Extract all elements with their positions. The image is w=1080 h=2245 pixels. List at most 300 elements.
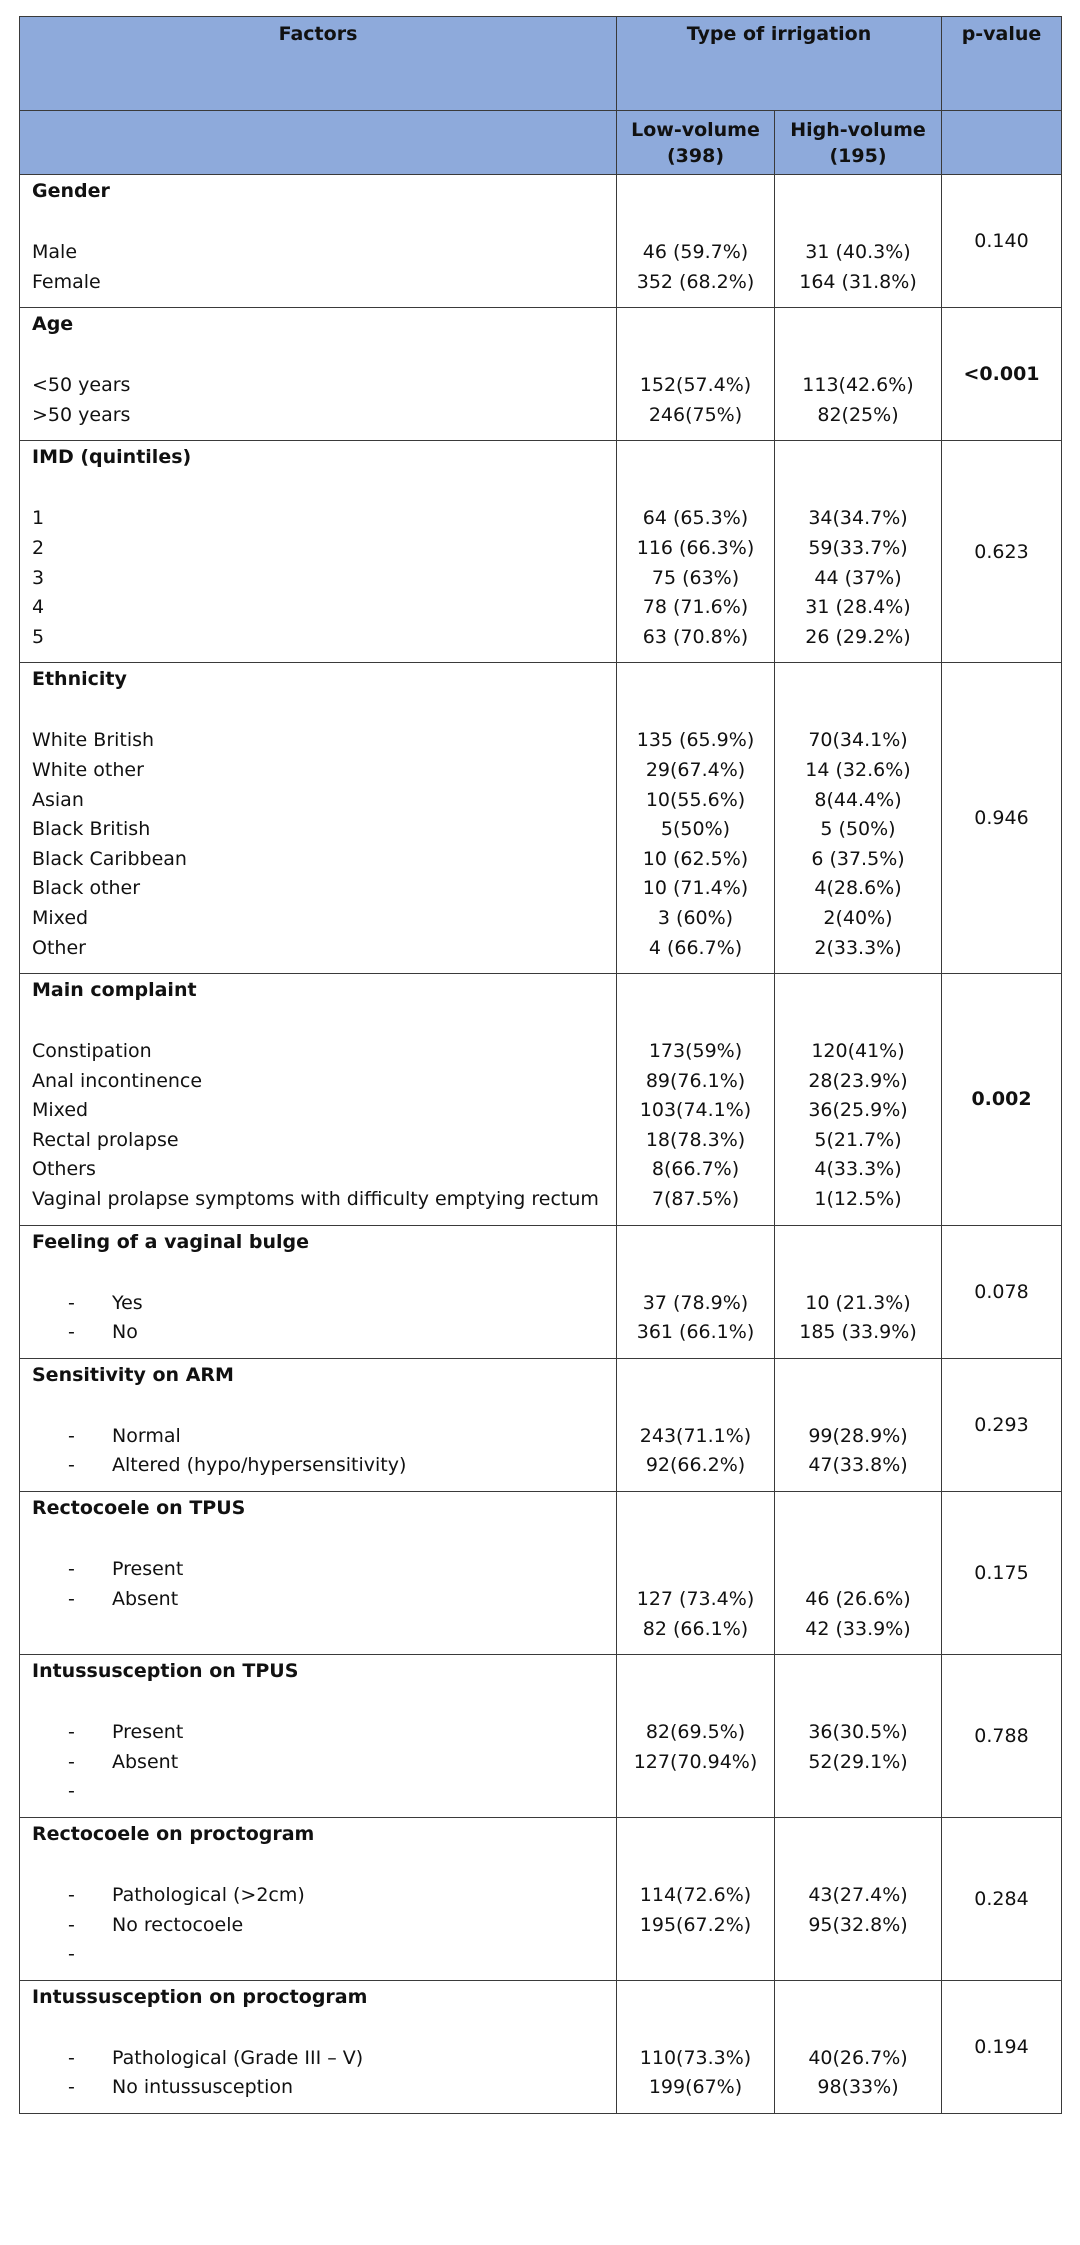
high-volume-value: 43(27.4%) bbox=[808, 1884, 908, 1906]
value-title-spacer bbox=[779, 1229, 937, 1259]
low-volume-cell bbox=[617, 308, 775, 441]
value-gap bbox=[621, 1259, 770, 1289]
factor-row-label bbox=[32, 1422, 608, 1452]
low-volume-value: 10 (62.5%) bbox=[642, 847, 749, 870]
list-dash: - bbox=[68, 2046, 75, 2069]
low-volume-value: 3 (60%) bbox=[657, 906, 734, 929]
value-title-spacer bbox=[779, 1362, 937, 1392]
high-volume-cell bbox=[775, 1492, 942, 1655]
factor-label-text: No intussusception bbox=[112, 2076, 294, 2099]
high-volume-value: 36(30.5%) bbox=[808, 1721, 908, 1744]
high-volume-value: 42 (33.9%) bbox=[805, 1617, 911, 1640]
header-low-volume-count: (398) bbox=[666, 144, 725, 167]
low-volume-value: 4 (66.7%) bbox=[648, 936, 743, 959]
low-volume-cell bbox=[617, 441, 775, 663]
high-volume-cell bbox=[775, 1358, 942, 1491]
factor-group-title: Age bbox=[32, 313, 74, 336]
list-dash: - bbox=[68, 1913, 75, 1936]
value-title-spacer bbox=[779, 178, 937, 208]
factor-label-text: Anal incontinence bbox=[32, 1069, 203, 1092]
factor-group-title: Feeling of a vaginal bulge bbox=[32, 1230, 310, 1253]
group-title-spacer bbox=[32, 2014, 608, 2044]
factor-row-label bbox=[32, 1185, 608, 1215]
value-gap bbox=[779, 1525, 937, 1555]
low-volume-value: 63 (70.8%) bbox=[642, 625, 749, 648]
low-volume-value: 29(67.4%) bbox=[645, 758, 746, 781]
high-volume-value: 1(12.5%) bbox=[814, 1188, 902, 1211]
factor-label-text: Other bbox=[32, 936, 86, 959]
factor-row-label bbox=[32, 1555, 608, 1585]
p-value-text: 0.078 bbox=[974, 1280, 1029, 1303]
header-high-volume-count: (195) bbox=[829, 144, 887, 167]
factor-label-text: 1 bbox=[32, 507, 45, 530]
factor-label-text: Present bbox=[112, 1558, 184, 1581]
p-value-cell bbox=[942, 974, 1062, 1226]
group-title-spacer bbox=[32, 1259, 608, 1289]
high-volume-value: 40(26.7%) bbox=[808, 2046, 908, 2069]
value-title-spacer bbox=[621, 666, 770, 696]
high-volume-value bbox=[779, 1940, 937, 1970]
low-volume-value: 92(66.2%) bbox=[645, 1454, 746, 1477]
factor-label-text: Altered (hypo/hypersensitivity) bbox=[112, 1454, 407, 1477]
factor-group-row bbox=[20, 1818, 1062, 1981]
factor-row-label bbox=[32, 1911, 608, 1941]
high-volume-value: 34(34.7%) bbox=[808, 507, 908, 530]
low-volume-value: 46 (59.7%) bbox=[642, 241, 749, 263]
list-dash: - bbox=[68, 1558, 75, 1581]
high-volume-value: 31 (40.3%) bbox=[805, 241, 911, 263]
header-p-value: p-value bbox=[942, 17, 1062, 111]
factor-row-label bbox=[32, 1096, 608, 1126]
high-volume-value: 98(33%) bbox=[817, 2076, 899, 2099]
factor-group-title: Intussusception on TPUS bbox=[32, 1660, 299, 1683]
high-volume-value: 99(28.9%) bbox=[808, 1424, 908, 1447]
high-volume-value: 46 (26.6%) bbox=[805, 1588, 911, 1611]
low-volume-cell bbox=[617, 1980, 775, 2113]
factor-label-text: No rectocoele bbox=[112, 1913, 244, 1936]
p-value-text: 0.788 bbox=[974, 1725, 1029, 1748]
group-title-spacer bbox=[32, 1688, 608, 1718]
factor-cell bbox=[20, 1492, 617, 1655]
factor-row-label bbox=[32, 401, 608, 431]
group-title-spacer bbox=[32, 208, 608, 238]
high-volume-cell bbox=[775, 441, 942, 663]
header-high-volume-label: High-volume bbox=[790, 118, 926, 141]
high-volume-cell bbox=[775, 663, 942, 974]
low-volume-value: 82(69.5%) bbox=[645, 1721, 746, 1744]
factor-row-label bbox=[32, 1585, 608, 1615]
high-volume-value: 4(33.3%) bbox=[814, 1158, 902, 1181]
factor-group-title: Ethnicity bbox=[32, 668, 127, 691]
value-gap bbox=[621, 341, 770, 371]
p-value-cell bbox=[942, 441, 1062, 663]
low-volume-cell bbox=[617, 1655, 775, 1818]
factor-group-row bbox=[20, 1655, 1062, 1818]
header-blank-factors bbox=[20, 111, 617, 175]
low-volume-value: 82 (66.1%) bbox=[642, 1617, 749, 1640]
factor-label-text: Vaginal prolapse symptoms with difficulty emptying rectum bbox=[32, 1188, 599, 1211]
low-volume-value: 8(66.7%) bbox=[651, 1158, 740, 1181]
high-volume-value: 164 (31.8%) bbox=[799, 270, 917, 293]
low-volume-value bbox=[621, 1777, 770, 1807]
factor-label-text: Constipation bbox=[32, 1040, 152, 1063]
factor-row-label bbox=[32, 1451, 608, 1481]
low-volume-value: 195(67.2%) bbox=[639, 1913, 752, 1936]
value-gap bbox=[779, 474, 937, 504]
low-volume-value: 110(73.3%) bbox=[639, 2046, 752, 2069]
high-volume-value: 2(40%) bbox=[823, 906, 893, 929]
low-volume-value: 5(50%) bbox=[660, 818, 731, 841]
high-volume-value: 52(29.1%) bbox=[808, 1750, 908, 1773]
high-volume-value: 28(23.9%) bbox=[808, 1069, 908, 1092]
low-volume-value: 243(71.1%) bbox=[639, 1424, 752, 1447]
value-title-spacer bbox=[621, 1495, 770, 1525]
value-gap bbox=[779, 1851, 937, 1881]
value-title-spacer bbox=[621, 444, 770, 474]
low-volume-value: 152(57.4%) bbox=[639, 374, 752, 397]
low-volume-value: 199(67%) bbox=[648, 2076, 743, 2099]
low-volume-value: 7(87.5%) bbox=[651, 1188, 740, 1211]
low-volume-value: 135 (65.9%) bbox=[636, 729, 755, 752]
factor-row-label bbox=[32, 1318, 608, 1348]
factor-group-row bbox=[20, 175, 1062, 308]
factor-row-label bbox=[32, 2044, 608, 2074]
factor-group-title: Rectocoele on proctogram bbox=[32, 1823, 315, 1845]
list-dash: - bbox=[68, 1291, 75, 1314]
low-volume-value: 75 (63%) bbox=[651, 566, 740, 589]
factor-label-text: 4 bbox=[32, 596, 45, 619]
header-low-volume bbox=[617, 111, 775, 175]
factor-label-text: 2 bbox=[32, 536, 45, 559]
value-title-spacer bbox=[621, 1658, 770, 1688]
p-value-cell bbox=[942, 1492, 1062, 1655]
factor-row-label bbox=[32, 504, 608, 534]
low-volume-value: 89(76.1%) bbox=[645, 1069, 746, 1092]
low-volume-value: 10 (71.4%) bbox=[642, 877, 749, 900]
factor-row-label bbox=[32, 1155, 608, 1185]
table-body bbox=[20, 175, 1062, 2114]
factor-cell bbox=[20, 308, 617, 441]
value-title-spacer bbox=[779, 444, 937, 474]
factor-group-row bbox=[20, 974, 1062, 1226]
value-gap bbox=[621, 1392, 770, 1422]
value-title-spacer bbox=[621, 311, 770, 341]
factor-group-row bbox=[20, 1980, 1062, 2113]
factor-row-label bbox=[32, 1881, 608, 1911]
factor-label-text: Mixed bbox=[32, 906, 89, 929]
value-gap bbox=[779, 1007, 937, 1037]
p-value-cell bbox=[942, 1818, 1062, 1981]
results-table-container bbox=[19, 16, 1061, 2114]
factor-group-row bbox=[20, 441, 1062, 663]
high-volume-cell bbox=[775, 1818, 942, 1981]
factor-cell bbox=[20, 663, 617, 974]
factor-label-text: Mixed bbox=[32, 1099, 89, 1122]
value-title-spacer bbox=[779, 1658, 937, 1688]
factor-group-title: IMD (quintiles) bbox=[32, 446, 192, 469]
high-volume-value: 2(33.3%) bbox=[814, 936, 902, 959]
value-gap bbox=[621, 1555, 770, 1585]
factor-label-text: Black British bbox=[32, 818, 151, 841]
factor-row-label bbox=[32, 564, 608, 594]
list-dash: - bbox=[68, 1721, 75, 1744]
value-gap bbox=[621, 208, 770, 238]
p-value-cell bbox=[942, 663, 1062, 974]
low-volume-value: 64 (65.3%) bbox=[642, 507, 749, 530]
factor-group-title: Sensitivity on ARM bbox=[32, 1363, 234, 1386]
high-volume-value: 82(25%) bbox=[817, 403, 899, 426]
high-volume-value: 26 (29.2%) bbox=[805, 625, 911, 648]
high-volume-value: 5(21.7%) bbox=[814, 1128, 902, 1151]
low-volume-cell bbox=[617, 175, 775, 308]
value-title-spacer bbox=[621, 1821, 770, 1851]
p-value-text: 0.140 bbox=[974, 230, 1029, 253]
factor-row-label bbox=[32, 238, 608, 268]
factor-row-label bbox=[32, 845, 608, 875]
factor-group-row bbox=[20, 1492, 1062, 1655]
factor-label-text: >50 years bbox=[32, 403, 131, 426]
high-volume-value: 10 (21.3%) bbox=[805, 1291, 911, 1314]
value-gap bbox=[779, 696, 937, 726]
low-volume-cell bbox=[617, 1358, 775, 1491]
low-volume-value: 361 (66.1%) bbox=[636, 1321, 755, 1344]
value-gap bbox=[779, 1688, 937, 1718]
factor-label-text: 3 bbox=[32, 566, 45, 589]
factor-row-label bbox=[32, 1126, 608, 1156]
factor-row-label bbox=[32, 904, 608, 934]
group-title-spacer bbox=[32, 1392, 608, 1422]
header-low-volume-label: Low-volume bbox=[631, 118, 760, 141]
low-volume-value: 127(70.94%) bbox=[633, 1750, 758, 1773]
value-gap bbox=[779, 1555, 937, 1585]
p-value-cell bbox=[942, 308, 1062, 441]
low-volume-cell bbox=[617, 1818, 775, 1981]
factor-row-label bbox=[32, 1748, 608, 1778]
header-high-volume bbox=[775, 111, 942, 175]
factor-row-label bbox=[32, 268, 608, 298]
value-title-spacer bbox=[621, 1984, 770, 2014]
high-volume-value: 8(44.4%) bbox=[814, 788, 902, 811]
high-volume-value bbox=[779, 1777, 937, 1807]
value-gap bbox=[621, 1851, 770, 1881]
high-volume-value: 70(34.1%) bbox=[808, 729, 908, 752]
factor-label-text: Absent bbox=[112, 1587, 179, 1610]
value-gap bbox=[621, 474, 770, 504]
factor-label-text: No bbox=[112, 1321, 138, 1344]
value-title-spacer bbox=[779, 1984, 937, 2014]
factor-label-text: White other bbox=[32, 758, 144, 781]
low-volume-value: 352 (68.2%) bbox=[636, 270, 755, 293]
factor-cell bbox=[20, 1225, 617, 1358]
list-dash: - bbox=[68, 1750, 75, 1773]
value-title-spacer bbox=[621, 977, 770, 1007]
factor-row-label bbox=[32, 756, 608, 786]
irrigation-factors-table bbox=[19, 16, 1062, 2114]
factor-label-text: Black Caribbean bbox=[32, 847, 187, 870]
group-title-spacer bbox=[32, 1007, 608, 1037]
p-value-cell bbox=[942, 175, 1062, 308]
p-value-text: 0.293 bbox=[974, 1413, 1029, 1436]
high-volume-cell bbox=[775, 175, 942, 308]
p-value-text: 0.002 bbox=[971, 1088, 1032, 1111]
factor-group-title: Main complaint bbox=[32, 979, 197, 1002]
value-title-spacer bbox=[779, 311, 937, 341]
factor-group-row bbox=[20, 308, 1062, 441]
group-title-spacer bbox=[32, 696, 608, 726]
value-title-spacer bbox=[621, 178, 770, 208]
low-volume-value: 103(74.1%) bbox=[639, 1099, 752, 1122]
high-volume-value: 4(28.6%) bbox=[814, 877, 902, 900]
high-volume-value: 185 (33.9%) bbox=[799, 1321, 917, 1344]
factor-row-label bbox=[32, 726, 608, 756]
factor-cell bbox=[20, 1655, 617, 1818]
p-value-text: 0.623 bbox=[974, 540, 1029, 563]
value-gap bbox=[621, 696, 770, 726]
factor-row-label bbox=[32, 534, 608, 564]
factor-group-title: Intussusception on proctogram bbox=[32, 1985, 368, 2008]
factor-label-text: Black other bbox=[32, 877, 141, 900]
factor-cell bbox=[20, 1358, 617, 1491]
factor-group-row bbox=[20, 663, 1062, 974]
factor-row-label bbox=[32, 2073, 608, 2103]
header-blank-p bbox=[942, 111, 1062, 175]
list-dash: - bbox=[68, 1321, 75, 1344]
p-value-cell bbox=[942, 1225, 1062, 1358]
p-value-text: <0.001 bbox=[963, 363, 1040, 386]
header-row-top bbox=[20, 17, 1062, 111]
low-volume-cell bbox=[617, 974, 775, 1226]
group-title-spacer bbox=[32, 474, 608, 504]
high-volume-value: 44 (37%) bbox=[814, 566, 902, 589]
p-value-cell bbox=[942, 1980, 1062, 2113]
p-value-cell bbox=[942, 1358, 1062, 1491]
factor-group-row bbox=[20, 1358, 1062, 1491]
value-gap bbox=[779, 2014, 937, 2044]
high-volume-value: 59(33.7%) bbox=[808, 536, 908, 559]
group-title-spacer bbox=[32, 1525, 608, 1555]
value-title-spacer bbox=[779, 977, 937, 1007]
header-row-sub bbox=[20, 111, 1062, 175]
list-dash: - bbox=[68, 1780, 75, 1803]
list-dash: - bbox=[68, 1943, 75, 1966]
p-value-text: 0.175 bbox=[974, 1562, 1029, 1585]
factor-cell bbox=[20, 441, 617, 663]
factor-row-label bbox=[32, 371, 608, 401]
value-title-spacer bbox=[779, 666, 937, 696]
header-type-of-irrigation: Type of irrigation bbox=[617, 17, 942, 111]
value-gap bbox=[621, 2014, 770, 2044]
low-volume-value: 114(72.6%) bbox=[639, 1884, 752, 1906]
factor-row-label bbox=[32, 1940, 608, 1970]
low-volume-value: 37 (78.9%) bbox=[642, 1291, 749, 1314]
list-dash: - bbox=[68, 1587, 75, 1610]
low-volume-value: 246(75%) bbox=[648, 403, 743, 426]
factor-group-title: Rectocoele on TPUS bbox=[32, 1497, 246, 1520]
factor-row-label bbox=[32, 934, 608, 964]
list-dash: - bbox=[68, 1454, 75, 1477]
low-volume-cell bbox=[617, 663, 775, 974]
low-volume-value: 127 (73.4%) bbox=[636, 1588, 755, 1611]
value-gap bbox=[779, 208, 937, 238]
factor-label-text: <50 years bbox=[32, 374, 131, 397]
factor-group-title: Gender bbox=[32, 180, 110, 202]
high-volume-value: 6 (37.5%) bbox=[811, 847, 905, 870]
p-value-cell bbox=[942, 1655, 1062, 1818]
high-volume-value: 113(42.6%) bbox=[802, 374, 914, 397]
factor-cell bbox=[20, 1818, 617, 1981]
value-gap bbox=[621, 1525, 770, 1555]
factor-row-label bbox=[32, 593, 608, 623]
value-title-spacer bbox=[779, 1495, 937, 1525]
low-volume-cell bbox=[617, 1225, 775, 1358]
high-volume-value: 5 (50%) bbox=[820, 818, 896, 841]
high-volume-value: 120(41%) bbox=[811, 1040, 905, 1063]
factor-row-label bbox=[32, 874, 608, 904]
factor-label-text: Female bbox=[32, 270, 101, 293]
low-volume-cell bbox=[617, 1492, 775, 1655]
low-volume-value: 116 (66.3%) bbox=[636, 536, 755, 559]
factor-label-text: Asian bbox=[32, 788, 84, 811]
high-volume-cell bbox=[775, 1225, 942, 1358]
factor-label-text: Normal bbox=[112, 1424, 181, 1447]
value-gap bbox=[779, 1259, 937, 1289]
value-title-spacer bbox=[621, 1229, 770, 1259]
high-volume-cell bbox=[775, 1980, 942, 2113]
list-dash: - bbox=[68, 1424, 75, 1447]
low-volume-value: 18(78.3%) bbox=[645, 1128, 746, 1151]
high-volume-cell bbox=[775, 1655, 942, 1818]
factor-row-label bbox=[32, 1289, 608, 1319]
factor-label-text: Pathological (>2cm) bbox=[112, 1884, 305, 1906]
factor-row-label bbox=[32, 1037, 608, 1067]
low-volume-value: 78 (71.6%) bbox=[642, 596, 749, 619]
p-value-text: 0.194 bbox=[974, 2035, 1029, 2058]
value-gap bbox=[621, 1688, 770, 1718]
factor-row-label bbox=[32, 1718, 608, 1748]
value-gap bbox=[779, 341, 937, 371]
p-value-text: 0.284 bbox=[974, 1887, 1029, 1910]
factor-row-label bbox=[32, 1777, 608, 1807]
low-volume-value bbox=[621, 1940, 770, 1970]
value-gap bbox=[779, 1392, 937, 1422]
value-gap bbox=[621, 1007, 770, 1037]
factor-cell bbox=[20, 974, 617, 1226]
high-volume-value: 95(32.8%) bbox=[808, 1913, 908, 1936]
header-factors: Factors bbox=[20, 17, 617, 111]
high-volume-value: 36(25.9%) bbox=[808, 1099, 908, 1122]
high-volume-cell bbox=[775, 974, 942, 1226]
low-volume-value: 173(59%) bbox=[648, 1040, 743, 1063]
factor-group-row bbox=[20, 1225, 1062, 1358]
factor-row-label bbox=[32, 1067, 608, 1097]
high-volume-value: 14 (32.6%) bbox=[805, 758, 911, 781]
p-value-text: 0.946 bbox=[974, 807, 1029, 830]
factor-cell bbox=[20, 175, 617, 308]
high-volume-value: 47(33.8%) bbox=[808, 1454, 908, 1477]
factor-label-text: Absent bbox=[112, 1750, 179, 1773]
group-title-spacer bbox=[32, 1851, 608, 1881]
factor-label-text: Others bbox=[32, 1158, 96, 1181]
high-volume-cell bbox=[775, 308, 942, 441]
factor-cell bbox=[20, 1980, 617, 2113]
list-dash: - bbox=[68, 1884, 75, 1906]
factor-label-text: 5 bbox=[32, 625, 45, 648]
group-title-spacer bbox=[32, 341, 608, 371]
factor-label-text: Present bbox=[112, 1721, 184, 1744]
factor-label-text: Pathological (Grade III – V) bbox=[112, 2046, 364, 2069]
list-dash: - bbox=[68, 2076, 75, 2099]
factor-row-label bbox=[32, 786, 608, 816]
